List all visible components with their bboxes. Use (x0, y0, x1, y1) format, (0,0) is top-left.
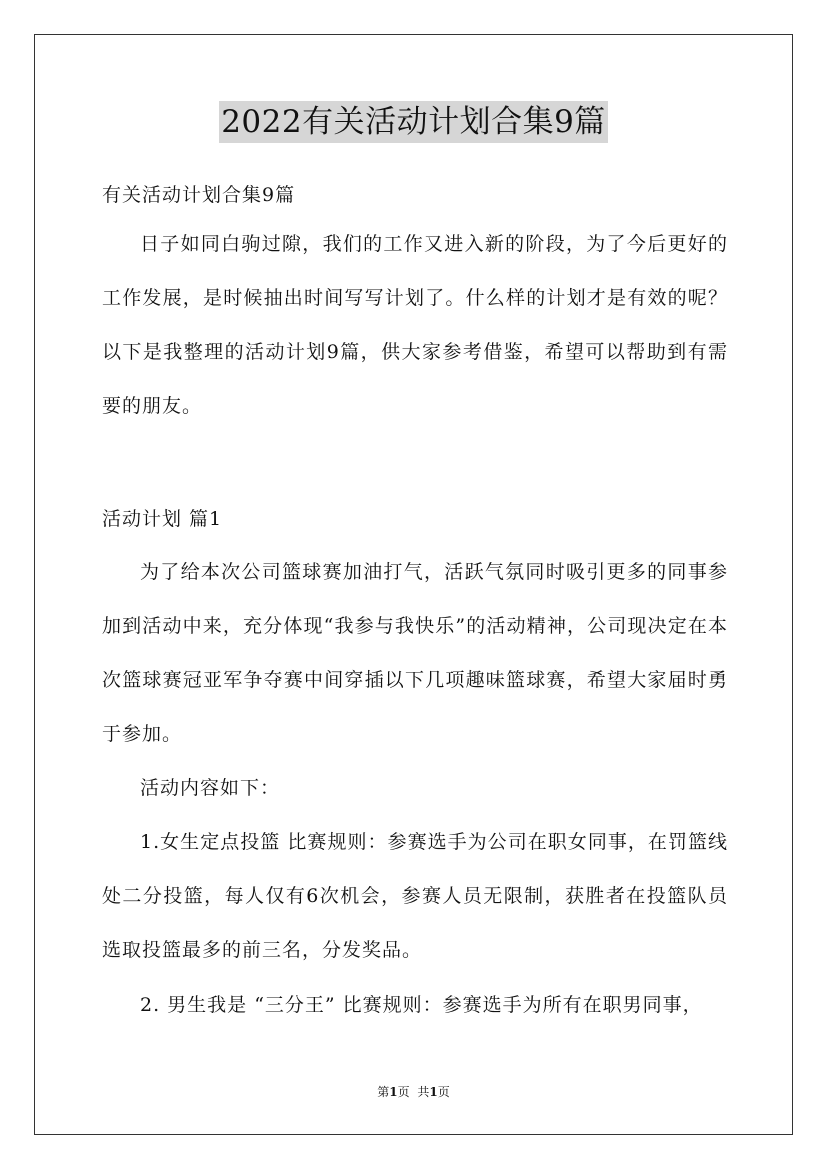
footer-total-pages: 1 (429, 1085, 438, 1099)
footer-page-number: 1 (389, 1085, 398, 1099)
section-1-paragraph-2: 活动内容如下： (140, 777, 281, 799)
document-title (0, 100, 827, 143)
footer-page-prefix: 第 (377, 1085, 390, 1099)
section-1-title: 活动计划 篇1 (102, 508, 223, 530)
section-1-paragraph-1: 为了给本次公司篮球赛加油打气，活跃气氛同时吸引更多的同事参加到活动中来，充分体现“我参与我快乐”的活动精神，公司现决定在本次篮球赛冠亚军争夺赛中间穿插以下几项趣味篮球赛，希望大家届时勇于参加。 (102, 561, 728, 745)
page-footer (0, 1083, 827, 1101)
intro-paragraph: 日子如同白驹过隙，我们的工作又进入新的阶段，为了今后更好的工作发展，是时候抽出时间写写计划了。什么样的计划才是有效的呢？以下是我整理的活动计划9篇，供大家参考借鉴，希望可以帮助到有需要的朋友。 (102, 233, 728, 417)
document-title-text: 2022有关活动计划合集9篇 (219, 101, 608, 143)
section-1-paragraph-4: 2. 男生我是 “三分王” 比赛规则：参赛选手为所有在职男同事， (140, 994, 703, 1016)
footer-total-prefix: 共 (417, 1085, 430, 1099)
footer-total-suffix: 页 (437, 1085, 450, 1099)
footer-page-suffix: 页 (397, 1085, 410, 1099)
section-1-paragraph-3: 1.女生定点投篮 比赛规则：参赛选手为公司在职女同事，在罚篮线处二分投篮，每人仅有6次机会，参赛人员无限制，获胜者在投篮队员选取投篮最多的前三名，分发奖品。 (102, 831, 728, 961)
document-subtitle: 有关活动计划合集9篇 (102, 184, 296, 206)
